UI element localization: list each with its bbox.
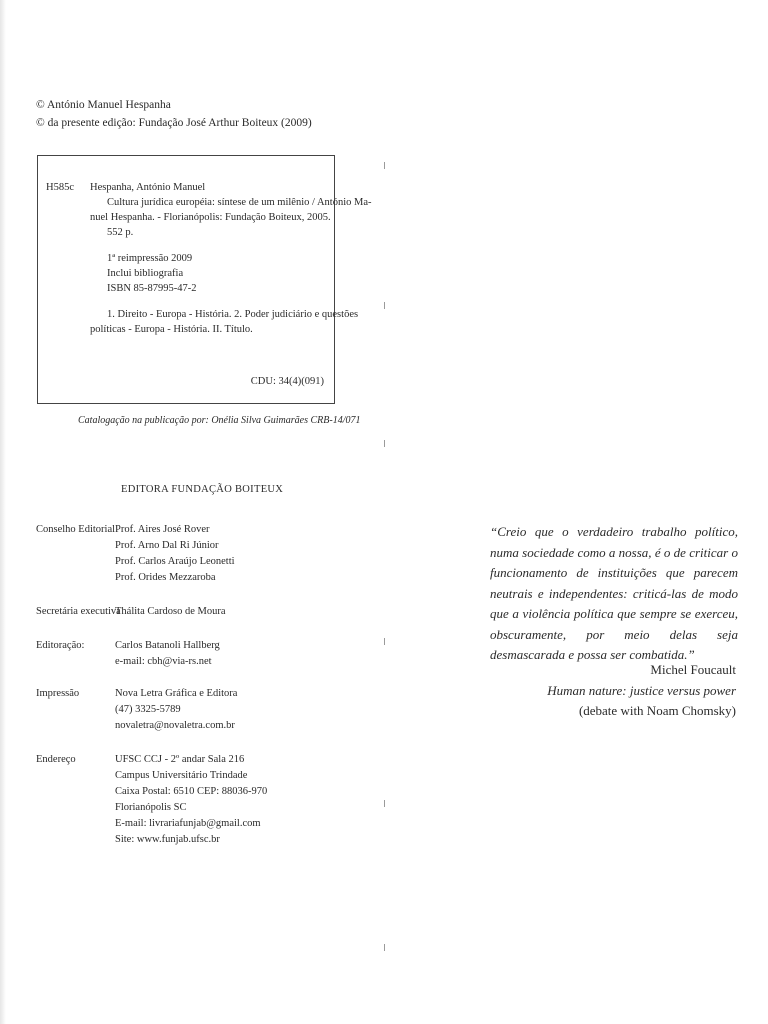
publisher-heading: EDITORA FUNDAÇÃO BOITEUX <box>121 484 284 495</box>
address-line: UFSC CCJ - 2º andar Sala 216 <box>115 754 245 765</box>
catalog-note: 1ª reimpressão 2009 <box>107 253 193 264</box>
staff-label: Conselho Editorial <box>36 524 116 535</box>
scan-mark <box>384 440 385 447</box>
catalog-note: Inclui bibliografia <box>107 268 184 279</box>
call-number: H585c <box>46 182 74 193</box>
scan-mark <box>384 800 385 807</box>
catalog-note: ISBN 85-87995-47-2 <box>107 283 197 294</box>
cdu-classification: CDU: 34(4)(091) <box>250 376 324 387</box>
scan-mark <box>384 162 385 169</box>
scan-mark <box>384 638 385 645</box>
epigraph-quote: “Creio que o verdadeiro trabalho político, numa sociedade como a nossa, é o de criticar o funcionamento de instituições que parecem neutrais e independentes: criticá-las de modo que a violência política que sempre se exerceu, obscuramente, por meio delas seja desmascarada e possa ser combatida.” <box>490 524 738 662</box>
title-line: Cultura jurídica européia: síntese de um milênio / António Ma- <box>107 197 372 208</box>
address-line: Florianópolis SC <box>115 802 187 813</box>
epigraph-author: Michel Foucault <box>650 662 736 677</box>
board-member: Prof. Aires José Rover <box>115 524 210 535</box>
address-line: Campus Universitário Trindade <box>115 770 248 781</box>
staff-label: Secretária executiva <box>36 606 121 617</box>
printer-phone: (47) 3325-5789 <box>115 704 181 715</box>
copyright-edition: © da presente edição: Fundação José Arthur Boiteux (2009) <box>36 117 312 129</box>
scan-mark <box>384 302 385 309</box>
page-edge-shadow <box>0 0 6 1024</box>
copyright-notice <box>36 96 312 132</box>
address-line: Caixa Postal: 6510 CEP: 88036-970 <box>115 786 268 797</box>
editor-email: e-mail: cbh@via-rs.net <box>115 656 212 667</box>
epigraph-attribution <box>547 660 736 722</box>
scan-mark <box>384 944 385 951</box>
copyright-author: © António Manuel Hespanha <box>36 99 171 111</box>
author-entry: Hespanha, António Manuel <box>90 182 206 193</box>
title-line: nuel Hespanha. - Florianópolis: Fundação Boiteux, 2005. <box>90 212 331 223</box>
board-member: Prof. Arno Dal Ri Júnior <box>115 540 219 551</box>
board-member: Prof. Carlos Araújo Leonetti <box>115 556 235 567</box>
subjects-line: 1. Direito - Europa - História. 2. Poder judiciário e questões <box>107 309 359 320</box>
board-member: Prof. Orides Mezzaroba <box>115 572 216 583</box>
staff-label: Endereço <box>36 754 76 765</box>
editor-name: Carlos Batanoli Hallberg <box>115 640 220 651</box>
staff-label: Editoração: <box>36 640 85 651</box>
printer-email: novaletra@novaletra.com.br <box>115 720 235 731</box>
secretary-name: Thálita Cardoso de Moura <box>115 606 226 617</box>
staff-label: Impressão <box>36 688 80 699</box>
address-line: Site: www.funjab.ufsc.br <box>115 834 220 845</box>
epigraph-source: (debate with Noam Chomsky) <box>578 703 736 718</box>
catalog-card <box>37 155 372 404</box>
epigraph-work: Human nature: justice versus power <box>547 682 736 698</box>
subjects-line: políticas - Europa - História. II. Título. <box>90 324 253 335</box>
printer-company: Nova Letra Gráfica e Editora <box>115 688 238 699</box>
cataloging-credit: Catalogação na publicação por: Onélia Silva Guimarães CRB-14/071 <box>78 415 361 426</box>
address-line: E-mail: livrariafunjab@gmail.com <box>115 818 261 829</box>
catalog-body <box>90 180 372 337</box>
page-count: 552 p. <box>107 227 134 238</box>
